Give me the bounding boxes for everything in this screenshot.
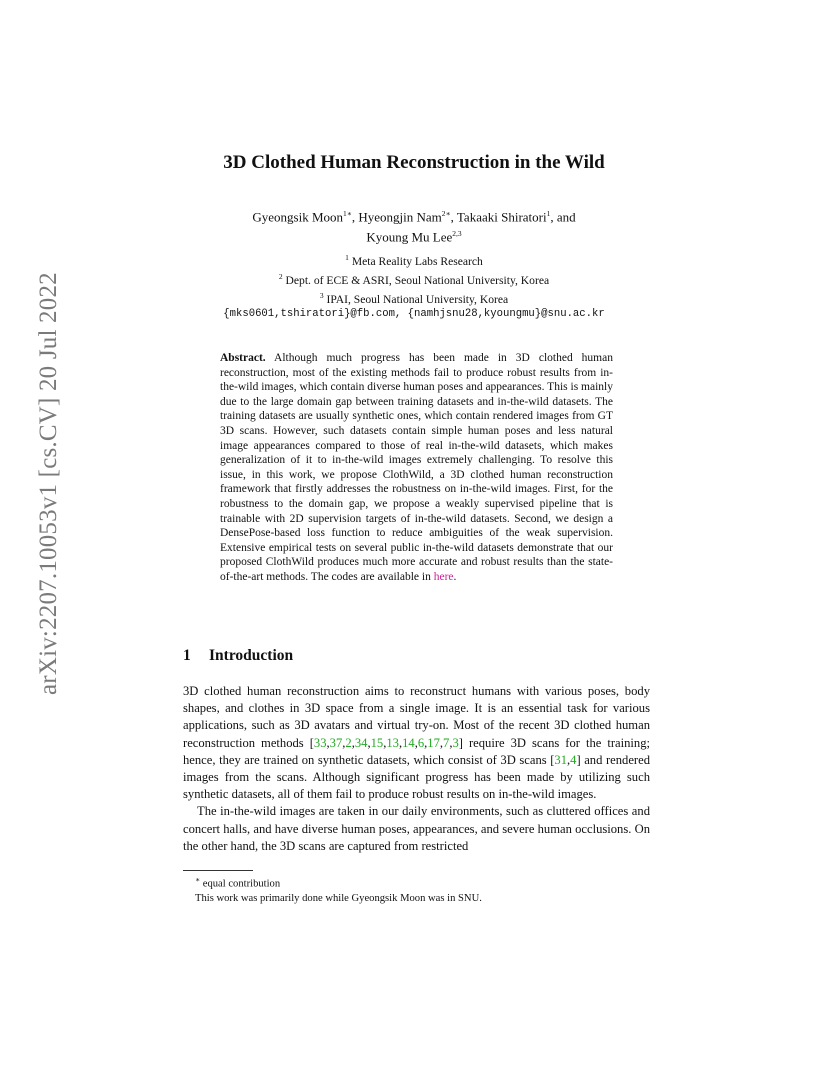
affiliation-sup: 3 (319, 290, 324, 300)
citation-link[interactable]: 15 (370, 735, 384, 750)
footnote: This work was primarily done while Gyeongsik Moon was in SNU. (195, 892, 482, 904)
footnote (195, 873, 482, 892)
footnote-text: equal contribution (202, 878, 281, 890)
citation-link[interactable]: 37 (329, 735, 343, 750)
affiliation-line (0, 288, 828, 307)
citation-link[interactable]: 7 (443, 735, 450, 750)
footnote-sup: ∗ (195, 875, 201, 884)
paper-title: 3D Clothed Human Reconstruction in the Wild (223, 152, 605, 173)
author-name: Kyoung Mu Lee (366, 229, 453, 245)
author-sup: 2∗ (441, 209, 451, 218)
affiliation-sup: 1 (345, 253, 349, 262)
text-run: ] and rendered images from the scans. Although significant progress has been made by utilizing such synthetic datasets, all of them fail to produce robust results on in-the-wild images. (183, 752, 650, 802)
citation-link[interactable]: 34 (354, 735, 368, 750)
code-link[interactable]: here (433, 570, 454, 583)
citation-link[interactable]: 17 (427, 735, 440, 750)
paragraph: The in-the-wild images are taken in our daily environments, such as cluttered offices and concert halls, and have diverse human poses, appearances, and severe human occlusions. On the other hand, the 3D scans are captured from restricted (183, 804, 650, 853)
text-run: ] require 3D scans for the training; hence, they are trained on synthetic datasets, which consist of 3D scans [ (183, 735, 650, 767)
introduction-body (183, 683, 650, 855)
author-list: Gyeongsik Moon$^{1∗}$, Hyeongjin Nam$^{2∗}$, Takaaki Shiratori$^1$, and Kyoung Mu Lee$^{2,3}$ (252, 209, 576, 245)
affiliation-line (0, 250, 828, 269)
section-heading (183, 647, 293, 665)
affiliation-text: Dept. of ECE & ASRI, Seoul National University, Korea (285, 273, 550, 287)
abstract-end: . (453, 570, 457, 583)
author-sup: 2,3 (452, 229, 462, 239)
author-emails: {mks0601,tshiratori}@fb.com, {namhjsnu28,kyoungmu}@snu.ac.kr (223, 307, 605, 320)
affiliation-line (0, 269, 828, 288)
abstract (220, 351, 613, 585)
author-name: Gyeongsik Moon (252, 209, 343, 225)
abstract-label: Abstract. (220, 352, 266, 364)
arxiv-stamp: arXiv:2207.10053v1 [cs.CV] 20 Jul 2022 (35, 272, 62, 695)
author-sup: 1 (546, 209, 551, 218)
citation-link[interactable]: 31 (554, 752, 567, 767)
citation-link[interactable]: 4 (570, 752, 577, 767)
author-conjunction: , and (550, 209, 576, 225)
citation-link[interactable]: 2 (345, 735, 352, 750)
citation-link[interactable]: 6 (417, 735, 425, 750)
text-run: 3D clothed human reconstruction aims to reconstruct humans with various poses, body shapes, and clothes in 3D space from a single image. It is an essential task for various applications, such as 3D avatars and virtual try-on. Most of the recent 3D clothed human reconstruction methods [ (183, 684, 650, 750)
citation-link[interactable]: 13 (386, 735, 399, 750)
citation-link[interactable]: 33 (313, 735, 327, 750)
abstract-text: Although much progress has been made in 3D clothed human reconstruction, most of the existing methods fail to produce robust results from in-the-wild images, which contain diverse human poses and appearances. This is mainly due to the large domain gap between training datasets and in-the-wild datasets. The training datasets are usually synthetic ones, which contain rendered images from GT 3D scans. However, such datasets contain simple human poses and less natural image appearances compared to those of real in-the-wild datasets, which makes generalization of it to in-the-wild images extremely challenging. To resolve this issue, in this work, we propose ClothWild, a 3D clothed human reconstruction framework that firstly addresses the robustness on in-the-wild images. First, for the robustness to the domain gap, we propose a weakly supervised pipeline that is trainable with 2D supervision targets of in-the-wild datasets. Second, we design a DensePose-based loss function to reduce ambiguities of the weak supervision. Extensive empirical tests on several public in-the-wild datasets demonstrate that our proposed ClothWild produces much more accurate and robust results than the state-of-the-art methods. The codes are available in (220, 352, 613, 583)
author-sup: 1∗ (343, 209, 352, 218)
citation-link[interactable]: 14 (402, 735, 415, 750)
footnote-rule (183, 870, 253, 871)
paragraph: 3D clothed human reconstruction aims to reconstruct humans with various poses, body shapes, and clothes in 3D space from a single image. It is an essential task for various applications, such as 3D avatars and virtual try-on. Most of the recent 3D clothed human reconstruction methods [33,37,2,34,15,13,14,6,17,7,3] require 3D scans for the training; hence, they are trained on synthetic datasets, which consist of 3D scans [31,4] and rendered images from the scans. Although significant progress has been made by utilizing such synthetic datasets, all of them fail to produce robust results on in-the-wild images. (183, 684, 650, 802)
affiliations (0, 250, 828, 322)
affiliation-text: IPAI, Seoul National University, Korea (326, 292, 509, 306)
author-name: Hyeongjin Nam (358, 209, 442, 225)
section-title: Introduction (209, 647, 294, 664)
footnotes (195, 873, 482, 906)
author-name: Takaaki Shiratori (456, 209, 547, 225)
citation-link[interactable]: 3 (452, 735, 459, 750)
affiliation-sup: 2 (278, 271, 283, 281)
section-number: 1 (183, 647, 191, 664)
affiliation-text: Meta Reality Labs Research (351, 254, 483, 268)
